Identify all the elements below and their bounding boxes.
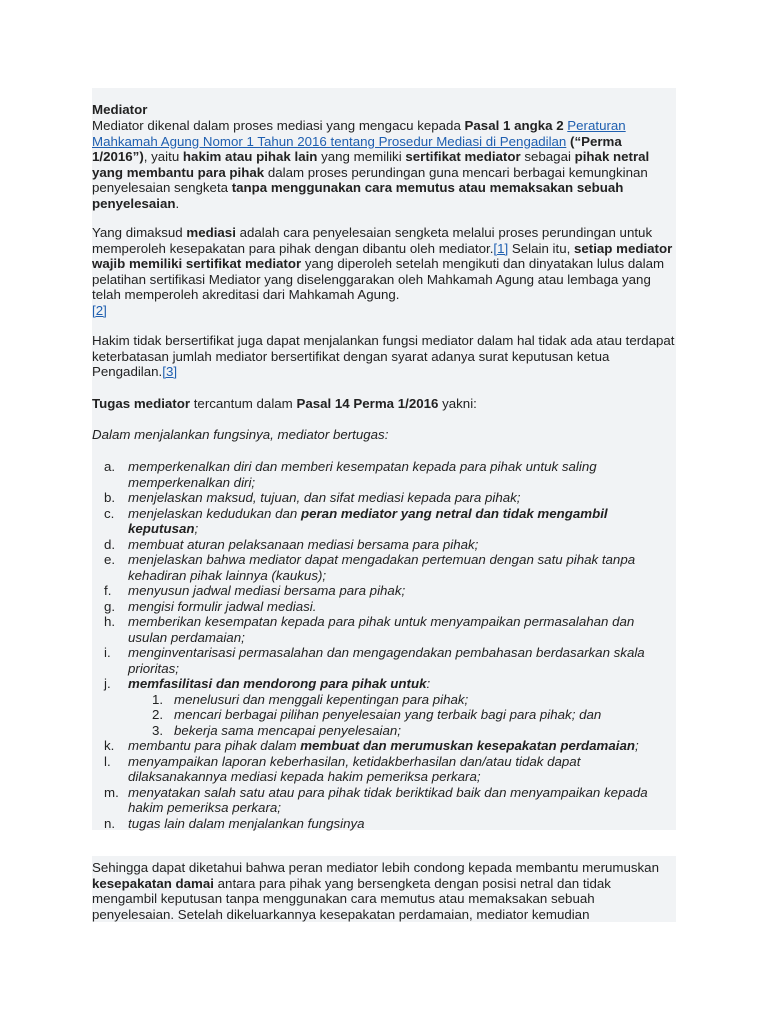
list-item: e. menjelaskan bahwa mediator dapat mengadakan pertemuan dengan satu pihak tanpa kehadiran pihak lainnya (kaukus); xyxy=(104,552,636,583)
list-item: c. menjelaskan kedudukan dan peran mediator yang netral dan tidak mengambil keputusan; xyxy=(104,505,608,536)
sub-list-item: 3. bekerja sama mencapai penyelesaian; xyxy=(152,722,401,738)
sub-list-item: 2. mencari berbagai pilihan penyelesaian yang terbaik bagi para pihak; dan xyxy=(152,707,602,722)
paragraph-conclusion: Sehingga dapat diketahui bahwa peran mediator lebih condong kepada membantu merumuskan kesepakatan damai antara para pihak yang bersengketa dengan posisi netral dan tidak mengambil keputusan tanpa menggunakan cara memutus atau memaksakan sebuah penyelesaian. Setelah dikeluarkannya kesepakatan perdamaian, mediator kemudian xyxy=(92,860,659,922)
list-item: g. mengisi formulir jadwal mediasi. xyxy=(104,598,317,614)
section-title: Mediator xyxy=(92,102,148,117)
list-item: k. membantu para pihak dalam membuat dan merumuskan kesepakatan perdamaian; xyxy=(104,738,639,753)
footnote-ref-2[interactable]: [2] xyxy=(92,302,107,318)
paragraph-tugas: Tugas mediator tercantum dalam Pasal 14 Perma 1/2016 yakni: xyxy=(92,396,477,411)
list-item: f. menyusun jadwal mediasi bersama para pihak; xyxy=(104,583,406,598)
tasks-intro: Dalam menjalankan fungsinya, mediator bertugas: xyxy=(92,427,389,442)
list-item: d. membuat aturan pelaksanaan mediasi bersama para pihak; xyxy=(104,536,479,552)
footnote-ref-1[interactable]: [1] xyxy=(493,240,509,256)
paragraph-mediasi: Yang dimaksud mediasi adalah cara penyelesaian sengketa melalui proses perundingan untuk memperoleh kesepakatan para pihak dengan dibantu oleh mediator.[1] Selain itu, setiap mediator wajib memiliki sertifikat mediator yang diperoleh setelah mengikuti dan dinyatakan lulus dalam pelatihan sertifikasi Mediator yang diselenggarakan oleh Mahkamah Agung atau lembaga yang telah memperoleh akreditasi dari Mahkamah Agung. [2] xyxy=(92,225,673,318)
list-item: l. menyampaikan laporan keberhasilan, ketidakberhasilan dan/atau tidak dapat dilaksanakannya mediasi kepada hakim pemeriksa perkara; xyxy=(104,753,581,784)
sub-list xyxy=(128,692,676,739)
list-item: i. menginventarisasi permasalahan dan mengagendakan pembahasan berdasarkan skala prioritas; xyxy=(104,645,645,676)
list-item: a. memperkenalkan diri dan memberi kesempatan kepada para pihak untuk saling memperkenalkan diri; xyxy=(104,459,597,490)
footnote-ref-3[interactable]: [3] xyxy=(162,364,178,379)
list-item: m. menyatakan salah satu atau para pihak tidak beriktikad baik dan menyampaikan kepada hakim pemeriksa perkara; xyxy=(104,784,648,815)
paragraph-hakim: Hakim tidak bersertifikat juga dapat menjalankan fungsi mediator dalam hal tidak ada atau terdapat keterbatasan jumlah mediator bersertifikat dengan syarat adanya surat keputusan ketua Pengadilan.[3] xyxy=(92,333,675,379)
tasks-list xyxy=(92,459,676,831)
list-item: j. memfasilitasi dan mendorong para pihak untuk: 1. menelusuri dan menggali kepentingan para pihak; 2. mencari berbagai pilihan penyelesaian yang terbaik bagi para pihak; dan 3. bekerja sama mencapai penyelesaian; xyxy=(92,676,676,738)
sub-list-item: 1. menelusuri dan menggali kepentingan para pihak; xyxy=(152,691,469,707)
list-item: h. memberikan kesempatan kepada para pihak untuk menyampaikan permasalahan dan usulan perdamaian; xyxy=(104,614,635,645)
list-item: b. menjelaskan maksud, tujuan, dan sifat mediasi kepada para pihak; xyxy=(104,490,521,505)
perma-link[interactable]: Peraturan Mahkamah Agung Nomor 1 Tahun 2016 tentang Prosedur Mediasi di Pengadilan xyxy=(92,118,626,149)
list-item: n. tugas lain dalam menjalankan fungsinya xyxy=(104,815,365,831)
paragraph-definition: Mediator dikenal dalam proses mediasi yang mengacu kepada Pasal 1 angka 2 Peraturan Mahkamah Agung Nomor 1 Tahun 2016 tentang Prosedur Mediasi di Pengadilan (“Perma 1/2016”), yaitu hakim atau pihak lain yang memiliki sertifikat mediator sebagai pihak netral yang membantu para pihak dalam proses perundingan guna mencari berbagai kemungkinan penyelesaian sengketa tanpa menggunakan cara memutus atau memaksakan sebuah penyelesaian. xyxy=(92,118,650,211)
